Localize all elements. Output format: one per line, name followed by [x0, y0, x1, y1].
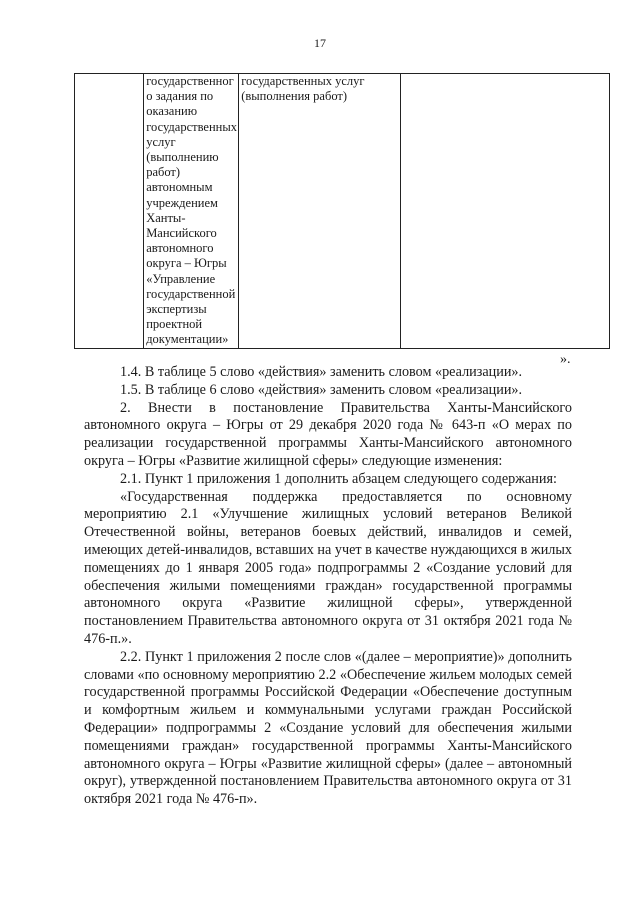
table-cell-col2: [144, 74, 239, 349]
table-cell-col2-line: экспертизы: [146, 302, 207, 317]
paragraph-2-2: 2.2. Пункт 1 приложения 2 после слов «(далее – мероприятие)» дополнить словами «по основному мероприятию 2.2 «Обеспечение жильем молодых семей государственной программы Российской Федерации «Обеспечение доступным и комфортным жильем и коммунальными услугами граждан Российской Федерации» подпрограммы 2 «Создание условий для обеспечения жилыми помещениями граждан» государственной программы Ханты-Мансийского автономного округа – Югры «Развитие жилищной сферы» (далее – автономный округ), утвержденной постановлением Правительства автономного округа от 31 октября 2021 года № 476-п».: [84, 648, 572, 808]
table-cell-col4: [401, 74, 610, 349]
table-cell-col2-line: государственной: [146, 286, 236, 301]
table-cell-col2-line: государственных: [146, 119, 237, 134]
table-cell-col2-line: проектной: [146, 317, 203, 332]
closing-quote: ».: [560, 352, 571, 367]
table-cell-col2-line: автономного: [146, 241, 214, 256]
table-cell-col2-line: учреждением: [146, 195, 218, 210]
document-body: [84, 364, 572, 809]
table-cell-col2-line: Ханты-: [146, 210, 186, 225]
table-cell-col3: государственных услуг (выполнения работ): [239, 74, 401, 349]
paragraph-quote-2-1: «Государственная поддержка предоставляется по основному мероприятию 2.1 «Улучшение жилищных условий ветеранов Великой Отечественной войны, ветеранов боевых действий, инвалидов и семей, имеющих детей-инвалидов, вставших на учет в качестве нуждающихся в жилых помещениях до 1 января 2005 года» подпрограммы 2 «Создание условий для обеспечения жилыми помещениями граждан» государственной программы автономного округа «Развитие жилищной сферы», утвержденной постановлением Правительства автономного округа от 31 октября 2021 года № 476-п.».: [84, 488, 572, 647]
table-cell-col2-line: «Управление: [146, 271, 216, 286]
table-cell-col2-line: автономным: [146, 180, 213, 195]
table-cell-col2-line: работ): [146, 165, 181, 180]
table-cell-col2-line: оказанию: [146, 104, 198, 119]
paragraph-1-5: 1.5. В таблице 6 слово «действия» заменить словом «реализации».: [120, 381, 523, 398]
table-cell-col2-line: Мансийского: [146, 226, 217, 241]
paragraph-2-1: 2.1. Пункт 1 приложения 1 дополнить абзацем следующего содержания:: [120, 470, 557, 487]
table-cell-col2-line: услуг: [146, 134, 176, 149]
paragraph-2: 2. Внести в постановление Правительства Ханты-Мансийского автономного округа – Югры от 29 декабря 2020 года № 643-п «О мерах по реализации государственной программы Ханты-Мансийского автономного округа – Югры «Развитие жилищной сферы» следующие изменения:: [84, 399, 572, 469]
table-cell-col2-line: о задания по: [146, 89, 214, 104]
table-cell-col1: [75, 74, 144, 349]
page-number: 17: [314, 36, 326, 50]
table-cell-col2-line: округа – Югры: [146, 256, 227, 271]
table-cell-col2-line: документации»: [146, 332, 229, 347]
table-row: [75, 74, 610, 349]
continuation-table: [74, 73, 610, 349]
paragraph-1-4: 1.4. В таблице 5 слово «действия» заменить словом «реализации».: [120, 364, 523, 380]
table-cell-col2-line: (выполнению: [146, 150, 219, 165]
table-cell-col2-line: государственног: [146, 74, 234, 88]
